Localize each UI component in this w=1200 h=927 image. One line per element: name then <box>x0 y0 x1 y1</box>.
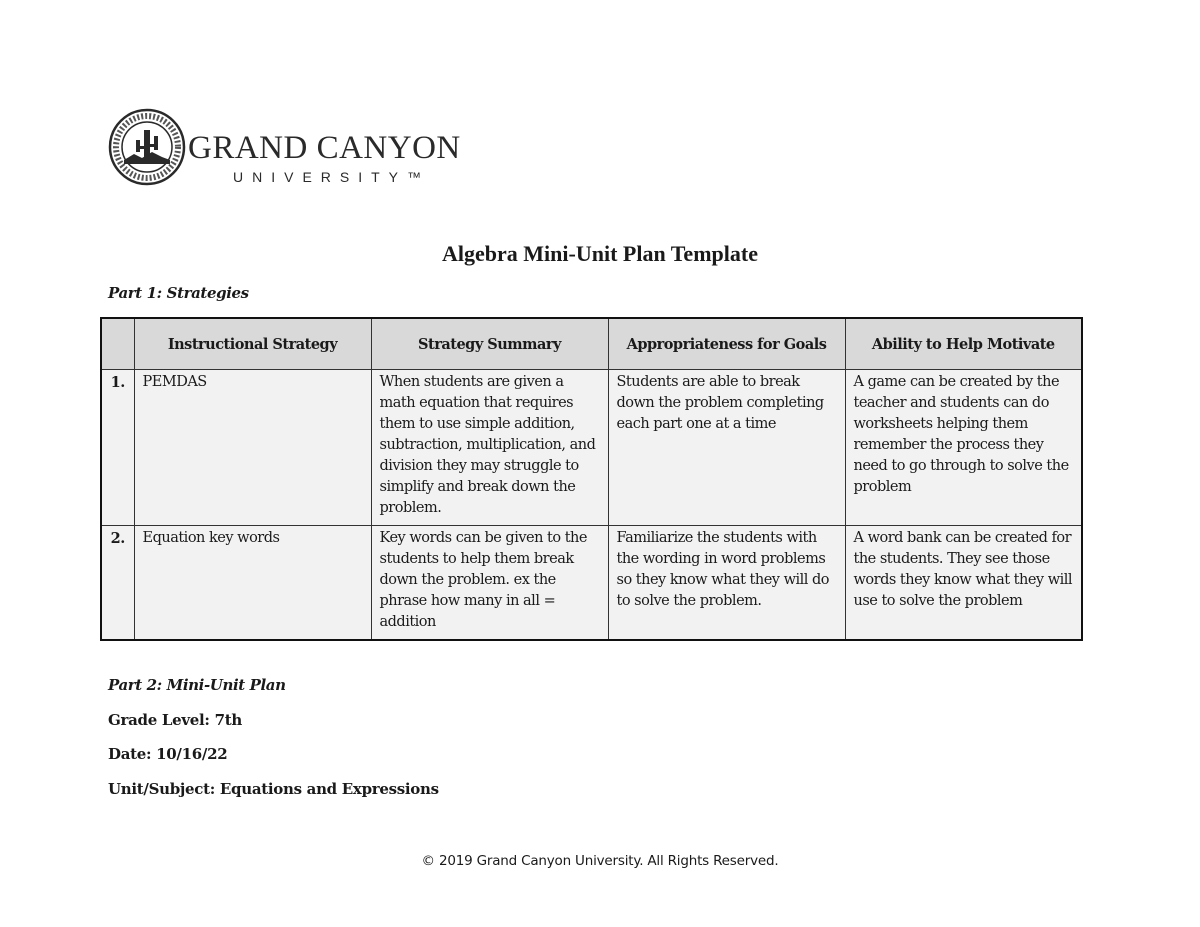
table-row <box>101 526 1082 640</box>
logo-subtitle: UNIVERSITY™ <box>233 169 431 185</box>
university-logo <box>108 108 461 188</box>
column-header-instructional-strategy: Instructional Strategy <box>134 318 371 370</box>
table-header-row <box>101 318 1082 370</box>
logo-name: GRAND CANYON <box>188 130 461 166</box>
part2-heading: Part 2: Mini-Unit Plan <box>108 676 286 694</box>
document-title: Algebra Mini-Unit Plan Template <box>442 241 758 266</box>
grade-level: Grade Level: 7th <box>108 711 242 729</box>
cell-summary: When students are given a math equation that requires them to use simple addition, subtraction, multiplication, and division they may struggle to simplify and break down the problem. <box>371 370 608 526</box>
part1-heading: Part 1: Strategies <box>108 284 249 302</box>
column-header-motivate: Ability to Help Motivate <box>845 318 1082 370</box>
copyright-footer: © 2019 Grand Canyon University. All Rights Reserved. <box>421 853 779 869</box>
cell-strategy: PEMDAS <box>134 370 371 526</box>
column-header-strategy-summary: Strategy Summary <box>371 318 608 370</box>
cell-summary: Key words can be given to the students to help them break down the problem. ex the phrase how many in all = addition <box>371 526 608 640</box>
cell-motivate: A game can be created by the teacher and students can do worksheets helping them remember the process they need to go through to solve the problem <box>845 370 1082 526</box>
cell-strategy: Equation key words <box>134 526 371 640</box>
cell-motivate: A word bank can be created for the students. They see those words they know what they will use to solve the problem <box>845 526 1082 640</box>
row-number: 1. <box>101 370 134 526</box>
row-number: 2. <box>101 526 134 640</box>
cell-goals: Familiarize the students with the wording in word problems so they know what they will do to solve the problem. <box>608 526 845 640</box>
table-row <box>101 370 1082 526</box>
university-seal-icon <box>108 108 186 186</box>
column-header-appropriateness: Appropriateness for Goals <box>608 318 845 370</box>
date: Date: 10/16/22 <box>108 745 228 763</box>
unit-subject: Unit/Subject: Equations and Expressions <box>108 780 439 798</box>
column-header-number <box>101 318 134 370</box>
cell-goals: Students are able to break down the problem completing each part one at a time <box>608 370 845 526</box>
strategies-table <box>100 317 1083 641</box>
